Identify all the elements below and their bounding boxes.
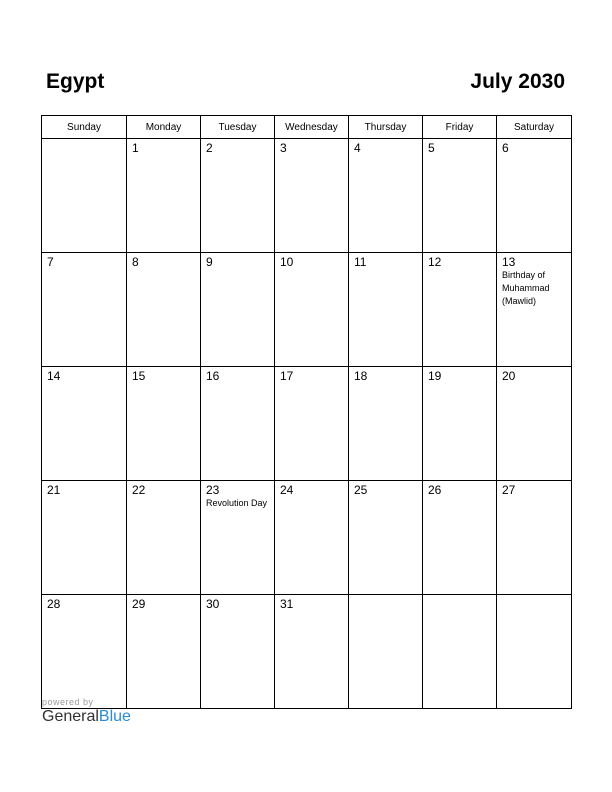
day-cell — [275, 481, 349, 595]
footer — [42, 697, 131, 727]
day-cell — [201, 139, 275, 253]
day-number: 17 — [280, 369, 294, 383]
weekday-header: Friday — [423, 116, 497, 139]
powered-by-text: powered by — [42, 697, 94, 707]
day-number: 20 — [502, 369, 516, 383]
month-year-title: July 2030 — [470, 70, 565, 93]
day-cell — [423, 481, 497, 595]
day-number: 2 — [206, 141, 213, 155]
day-number: 14 — [47, 369, 61, 383]
day-cell — [201, 253, 275, 367]
day-cell — [42, 367, 127, 481]
day-cell — [127, 367, 201, 481]
day-number: 23 — [206, 483, 220, 497]
day-cell — [497, 139, 572, 253]
day-cell — [349, 595, 423, 709]
weekday-header-row — [42, 116, 572, 139]
week-row — [42, 481, 572, 595]
day-number: 8 — [132, 255, 139, 269]
day-number: 12 — [428, 255, 442, 269]
day-number: 6 — [502, 141, 509, 155]
brand-blue: Blue — [98, 708, 131, 725]
weekday-header: Wednesday — [275, 116, 349, 139]
week-row — [42, 595, 572, 709]
day-number: 18 — [354, 369, 368, 383]
day-number: 22 — [132, 483, 146, 497]
calendar-grid — [41, 115, 572, 709]
day-cell — [42, 481, 127, 595]
day-number: 19 — [428, 369, 442, 383]
day-cell — [127, 595, 201, 709]
day-cell — [127, 139, 201, 253]
day-number: 30 — [206, 597, 220, 611]
day-cell — [127, 253, 201, 367]
day-cell — [349, 139, 423, 253]
day-cell — [201, 595, 275, 709]
day-number: 1 — [132, 141, 139, 155]
day-number: 5 — [428, 141, 435, 155]
day-number: 16 — [206, 369, 220, 383]
day-cell — [201, 367, 275, 481]
holiday-label: Birthday of Muhammad (Mawlid) — [502, 270, 550, 306]
day-cell — [423, 253, 497, 367]
day-cell — [349, 253, 423, 367]
day-cell — [42, 595, 127, 709]
day-cell — [423, 139, 497, 253]
day-number: 29 — [132, 597, 146, 611]
day-number: 7 — [47, 255, 54, 269]
day-number: 15 — [132, 369, 146, 383]
day-cell — [201, 481, 275, 595]
day-number: 27 — [502, 483, 516, 497]
day-cell — [497, 367, 572, 481]
day-cell — [275, 595, 349, 709]
day-cell — [349, 367, 423, 481]
day-cell — [275, 253, 349, 367]
day-cell — [349, 481, 423, 595]
day-number: 24 — [280, 483, 294, 497]
brand-general: General — [42, 708, 99, 725]
weekday-header: Thursday — [349, 116, 423, 139]
day-number: 3 — [280, 141, 287, 155]
day-number: 31 — [280, 597, 294, 611]
day-cell — [42, 253, 127, 367]
day-number: 10 — [280, 255, 294, 269]
weekday-header: Saturday — [497, 116, 572, 139]
day-cell — [423, 595, 497, 709]
weekday-header: Sunday — [42, 116, 127, 139]
holiday-label: Revolution Day — [206, 498, 268, 508]
day-cell — [42, 139, 127, 253]
day-number: 28 — [47, 597, 61, 611]
weekday-header: Monday — [127, 116, 201, 139]
day-cell — [423, 367, 497, 481]
day-cell — [497, 595, 572, 709]
week-row — [42, 253, 572, 367]
brand-logo — [42, 707, 131, 727]
day-cell — [497, 481, 572, 595]
weekday-header: Tuesday — [201, 116, 275, 139]
day-number: 11 — [354, 255, 367, 269]
day-cell — [127, 481, 201, 595]
week-row — [42, 367, 572, 481]
day-cell — [497, 253, 572, 367]
day-number: 26 — [428, 483, 442, 497]
country-title: Egypt — [46, 70, 105, 93]
day-cell — [275, 367, 349, 481]
day-number: 13 — [502, 255, 516, 269]
week-row — [42, 139, 572, 253]
day-number: 9 — [206, 255, 213, 269]
day-number: 25 — [354, 483, 368, 497]
day-number: 21 — [47, 483, 61, 497]
day-cell — [275, 139, 349, 253]
day-number: 4 — [354, 141, 361, 155]
